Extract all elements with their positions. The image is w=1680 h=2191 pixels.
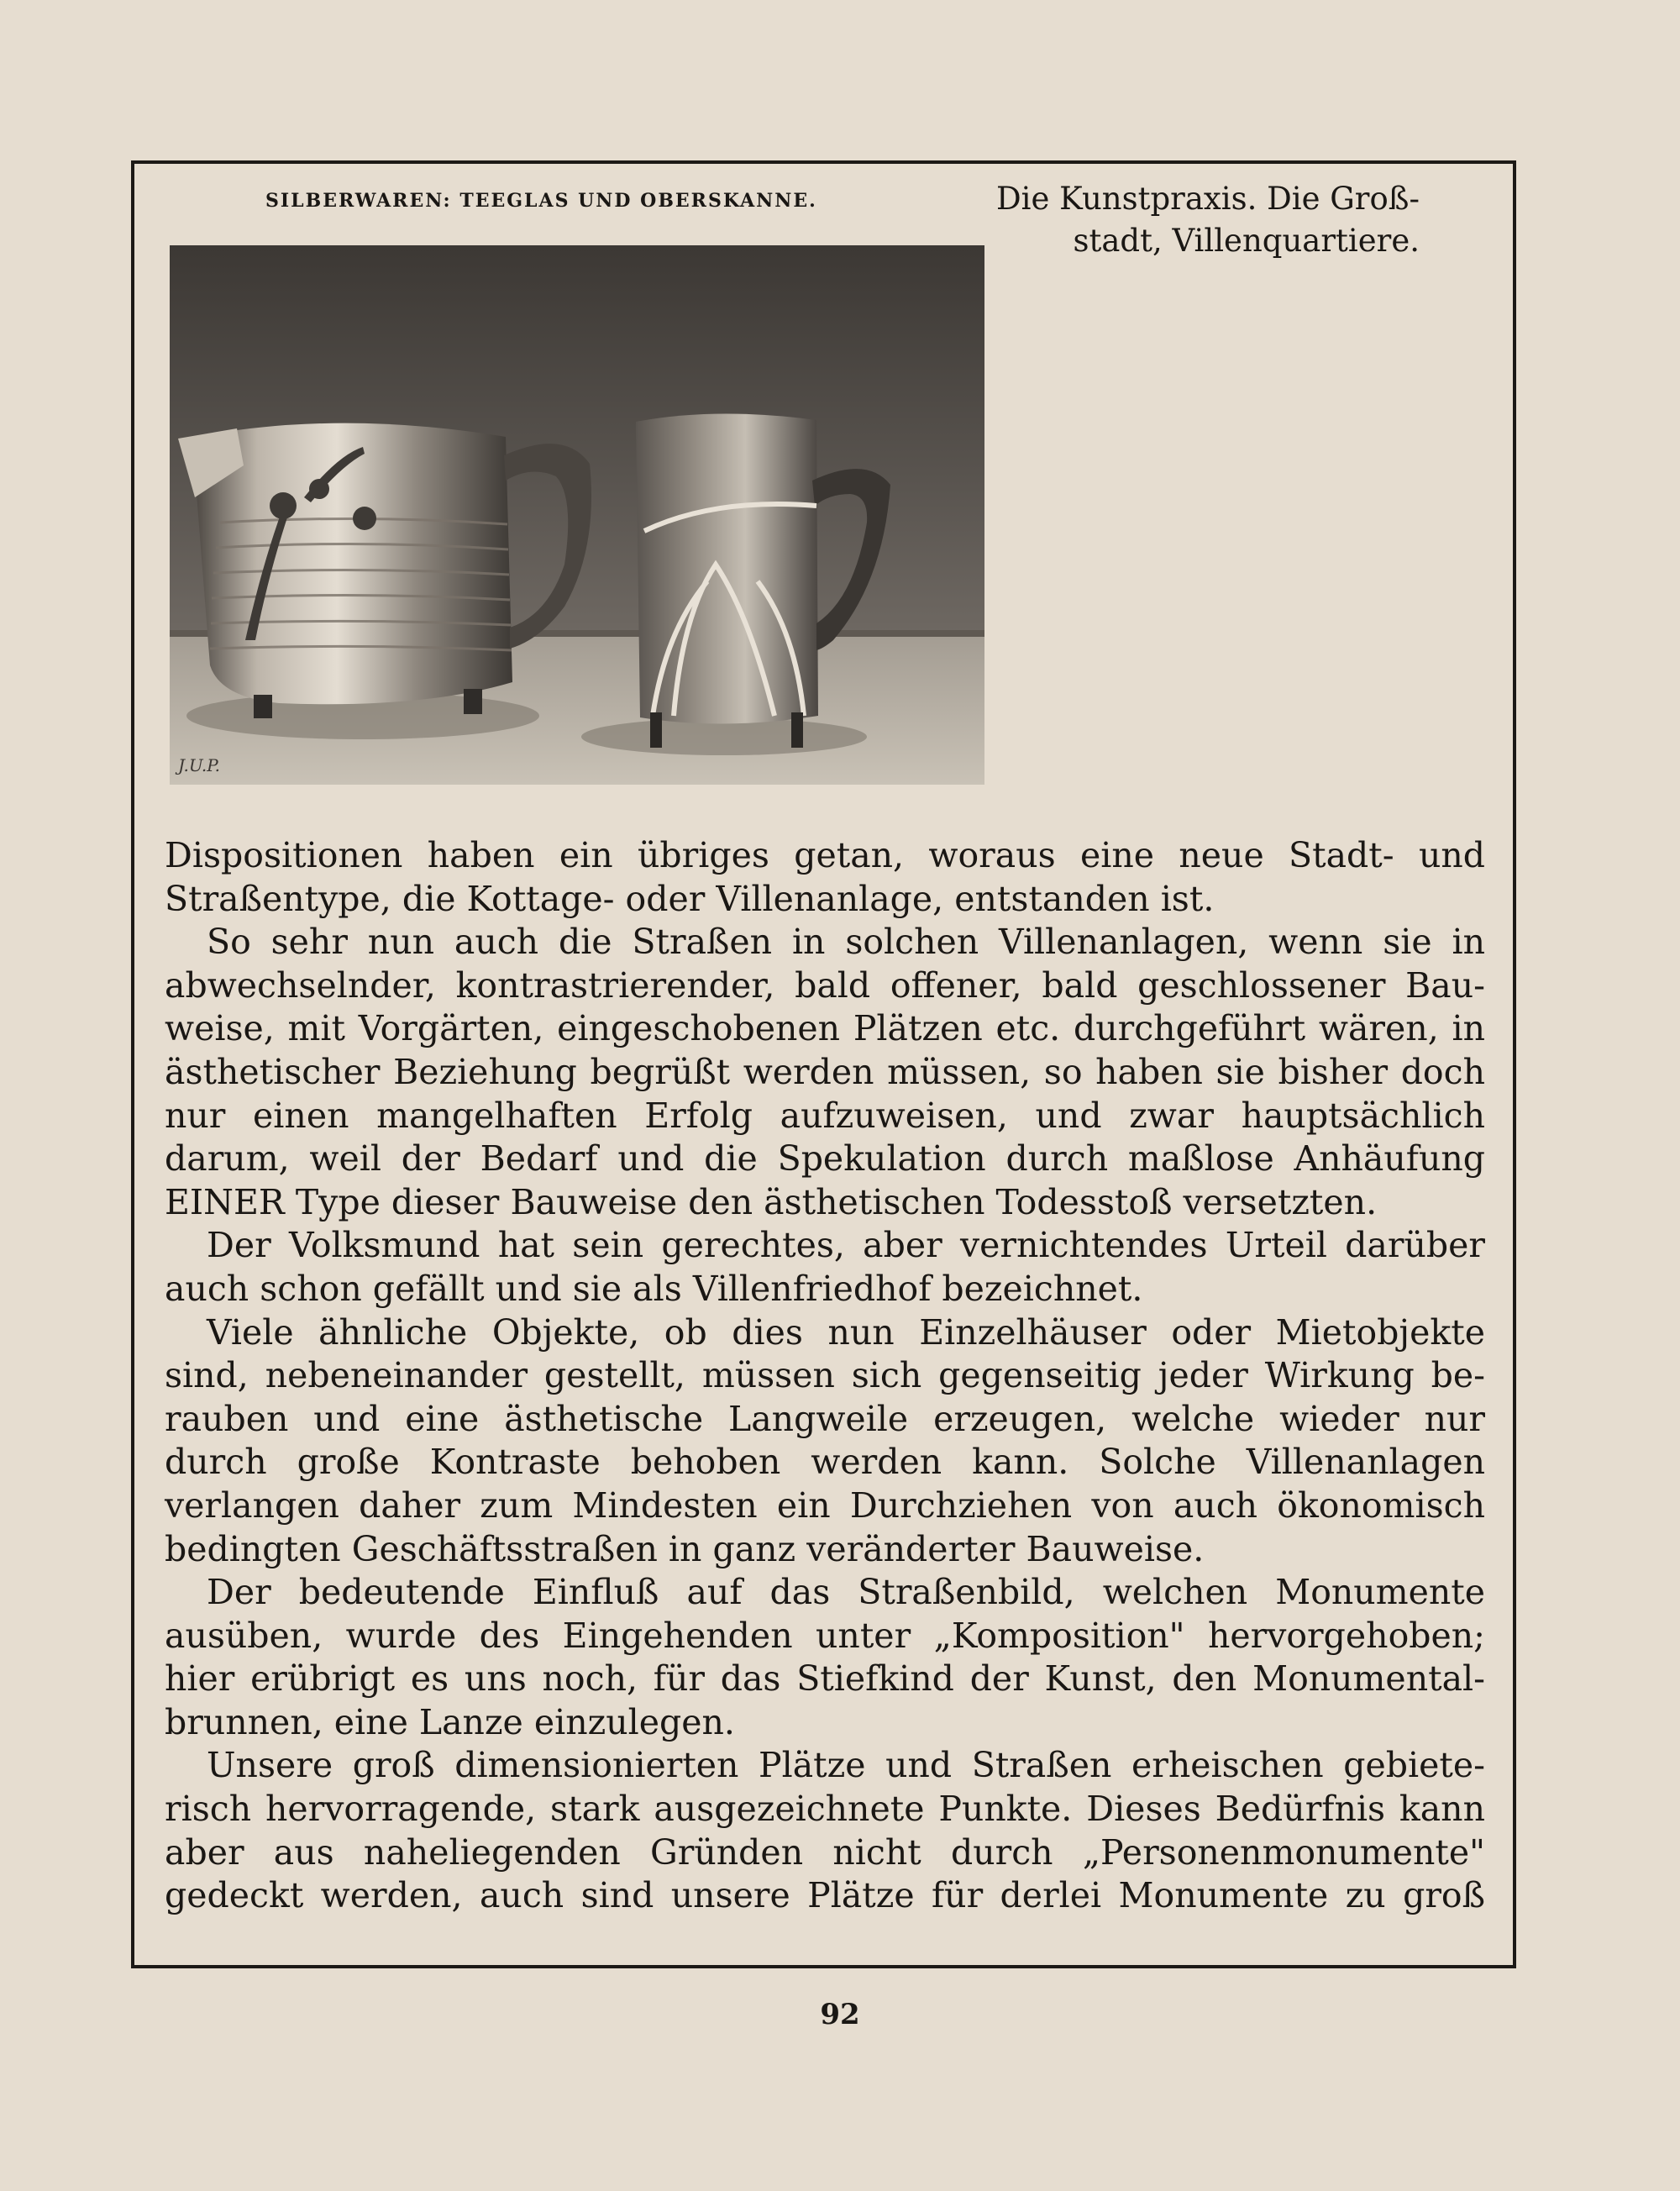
text-line: Der Volksmund hat sein gerechtes, aber vernichtendes Urteil darüber — [207, 1225, 1485, 1266]
photo-signature: J.U.P. — [178, 755, 220, 775]
text-line: EINER Type dieser Bauweise den ästhetischen Todesstoß versetzten. — [165, 1181, 1378, 1222]
text-line: So sehr nun auch die Straßen in solchen Villenanlagen, wenn sie in — [207, 922, 1485, 963]
text-line: aber aus naheliegenden Gründen nicht durch „Personenmonumente" — [165, 1831, 1485, 1873]
text-line: Viele ähnliche Objekte, ob dies nun Einzelhäuser oder Mietobjekte — [207, 1311, 1485, 1353]
text-line: brunnen, eine Lanze einzulegen. — [165, 1701, 735, 1742]
text-line: Straßentype, die Kottage- oder Villenanlage, entstanden ist. — [165, 878, 1215, 919]
text-line: rauben und eine ästhetische Langweile erzeugen, welche wieder nur — [165, 1398, 1485, 1439]
text-line: sind, nebeneinander gestellt, müssen sich gegenseitig jeder Wirkung be- — [165, 1355, 1485, 1396]
text-line: auch schon gefällt und sie als Villenfriedhof bezeichnet. — [165, 1268, 1143, 1309]
text-line: abwechselnder, kontrastrierender, bald offener, bald geschlossener Bau- — [165, 964, 1485, 1006]
text-line: nur einen mangelhaften Erfolg aufzuweisen, und zwar hauptsächlich — [165, 1095, 1485, 1136]
text-line: ästhetischer Beziehung begrüßt werden müssen, so haben sie bisher doch — [165, 1051, 1485, 1092]
silverware-photo — [170, 245, 984, 785]
text-line: durch große Kontraste behoben werden kann. Solche Villenanlagen — [165, 1442, 1485, 1483]
text-line: verlangen daher zum Mindesten ein Durchziehen von auch ökonomisch — [165, 1484, 1485, 1526]
text-line: darum, weil der Bedarf und die Spekulation durch maßlose Anhäufung — [165, 1138, 1485, 1180]
running-head — [974, 178, 1420, 262]
running-head-line-2: stadt, Villenquartiere. — [1073, 223, 1420, 259]
body-text — [165, 834, 1485, 1918]
text-line: hier erübrigt es uns noch, für das Stiefkind der Kunst, den Monumental- — [165, 1658, 1485, 1700]
text-line: gedeckt werden, auch sind unsere Plätze für derlei Monumente zu groß — [165, 1875, 1485, 1916]
figure-caption: SILBERWAREN: TEEGLAS UND OBERSKANNE. — [265, 190, 817, 212]
text-line: ausüben, wurde des Eingehenden unter „Komposition" hervorgehoben; — [165, 1615, 1485, 1656]
text-line: Der bedeutende Einfluß auf das Straßenbild, welchen Monumente — [207, 1572, 1485, 1613]
text-line: Dispositionen haben ein übriges getan, woraus eine neue Stadt- und — [165, 835, 1485, 875]
text-line: bedingten Geschäftsstraßen in ganz veränderter Bauweise. — [165, 1528, 1205, 1569]
page-number: 92 — [820, 1998, 860, 2031]
text-line: Unsere groß dimensionierten Plätze und Straßen erheischen gebiete- — [207, 1745, 1485, 1786]
text-line: risch hervorragende, stark ausgezeichnete Punkte. Dieses Bedürfnis kann — [165, 1789, 1485, 1830]
text-line: weise, mit Vorgärten, eingeschobenen Plätzen etc. durchgeführt wären, in — [165, 1008, 1485, 1049]
running-head-line-1: Die Kunstpraxis. Die Groß- — [995, 181, 1420, 217]
